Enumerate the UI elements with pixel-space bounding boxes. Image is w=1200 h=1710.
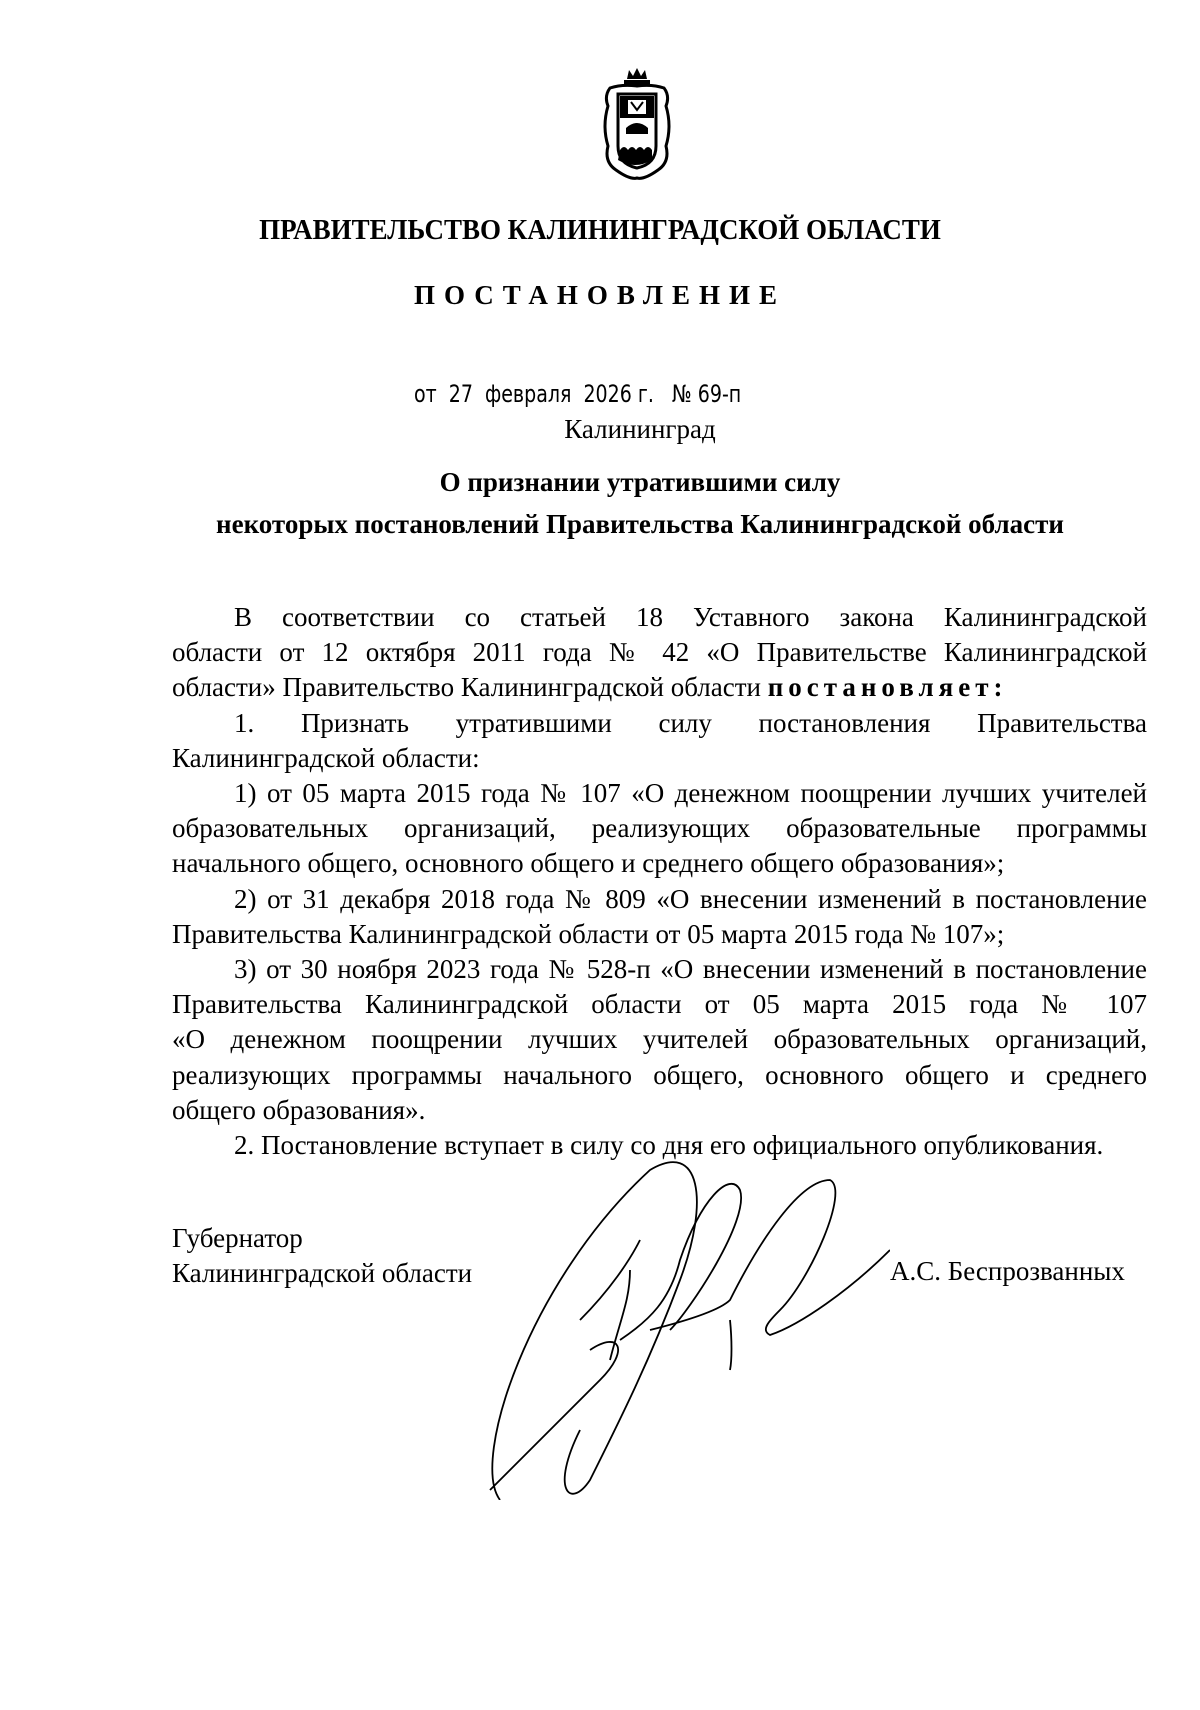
organization-name: ПРАВИТЕЛЬСТВО КАЛИНИНГРАДСКОЙ ОБЛАСТИ bbox=[259, 214, 941, 246]
body-line: 2. Постановление вступает в силу со дня его официального опубликования. bbox=[234, 1130, 1104, 1161]
signatory-position bbox=[172, 1221, 472, 1291]
body-text: области» Правительство Калининградской области bbox=[172, 672, 768, 703]
document-type: ПОСТАНОВЛЕНИЕ bbox=[413, 280, 787, 310]
body-line: общего образования». bbox=[172, 1094, 426, 1125]
body-line: Правительства Калининградской области от 05 марта 2015 года № 107»; bbox=[172, 918, 1005, 949]
title-line: О признании утратившими силу bbox=[439, 467, 841, 497]
body-line: Калининградской области: bbox=[172, 742, 480, 773]
body-line bbox=[172, 670, 1147, 705]
document-body bbox=[172, 600, 1147, 1163]
body-line: В соответствии со статьей 18 Уставного закона Калининградской bbox=[234, 602, 1147, 632]
city: Калининград bbox=[564, 414, 716, 444]
coat-of-arms-emblem bbox=[600, 66, 674, 182]
body-line: 2) от 31 декабря 2018 года № 809 «О внесении изменений в постановление bbox=[234, 883, 1147, 914]
body-line: 1) от 05 марта 2015 года № 107 «О денежном поощрении лучших учителей bbox=[234, 778, 1147, 809]
resolves-keyword: постановляет: bbox=[767, 672, 1008, 703]
body-line: 1. Признать утратившими силу постановления Правительства bbox=[234, 707, 1147, 738]
title-line: некоторых постановлений Правительства Калининградской области bbox=[216, 509, 1064, 539]
date-and-number: от 27 февраля 2026 г. № 69-п bbox=[414, 380, 742, 408]
position-line: Калининградской области bbox=[172, 1258, 473, 1288]
body-line: 3) от 30 ноября 2023 года № 528-п «О внесении изменений в постановление bbox=[234, 954, 1147, 985]
position-line: Губернатор bbox=[172, 1223, 303, 1253]
body-line: «О денежном поощрении лучших учителей образовательных организаций, bbox=[172, 1024, 1147, 1055]
body-line: начального общего, основного общего и среднего общего образования»; bbox=[172, 848, 1005, 879]
handwritten-signature bbox=[470, 1160, 890, 1500]
body-line: образовательных организаций, реализующих образовательные программы bbox=[172, 813, 1147, 844]
body-line: Правительства Калининградской области от 05 марта 2015 года № 107 bbox=[172, 989, 1147, 1020]
document-title bbox=[0, 461, 1200, 545]
body-line: области от 12 октября 2011 года № 42 «О Правительстве Калининградской bbox=[172, 637, 1147, 668]
body-line: реализующих программы начального общего, основного общего и среднего bbox=[172, 1059, 1147, 1090]
signatory-name: А.С. Беспрозванных bbox=[890, 1256, 1125, 1286]
